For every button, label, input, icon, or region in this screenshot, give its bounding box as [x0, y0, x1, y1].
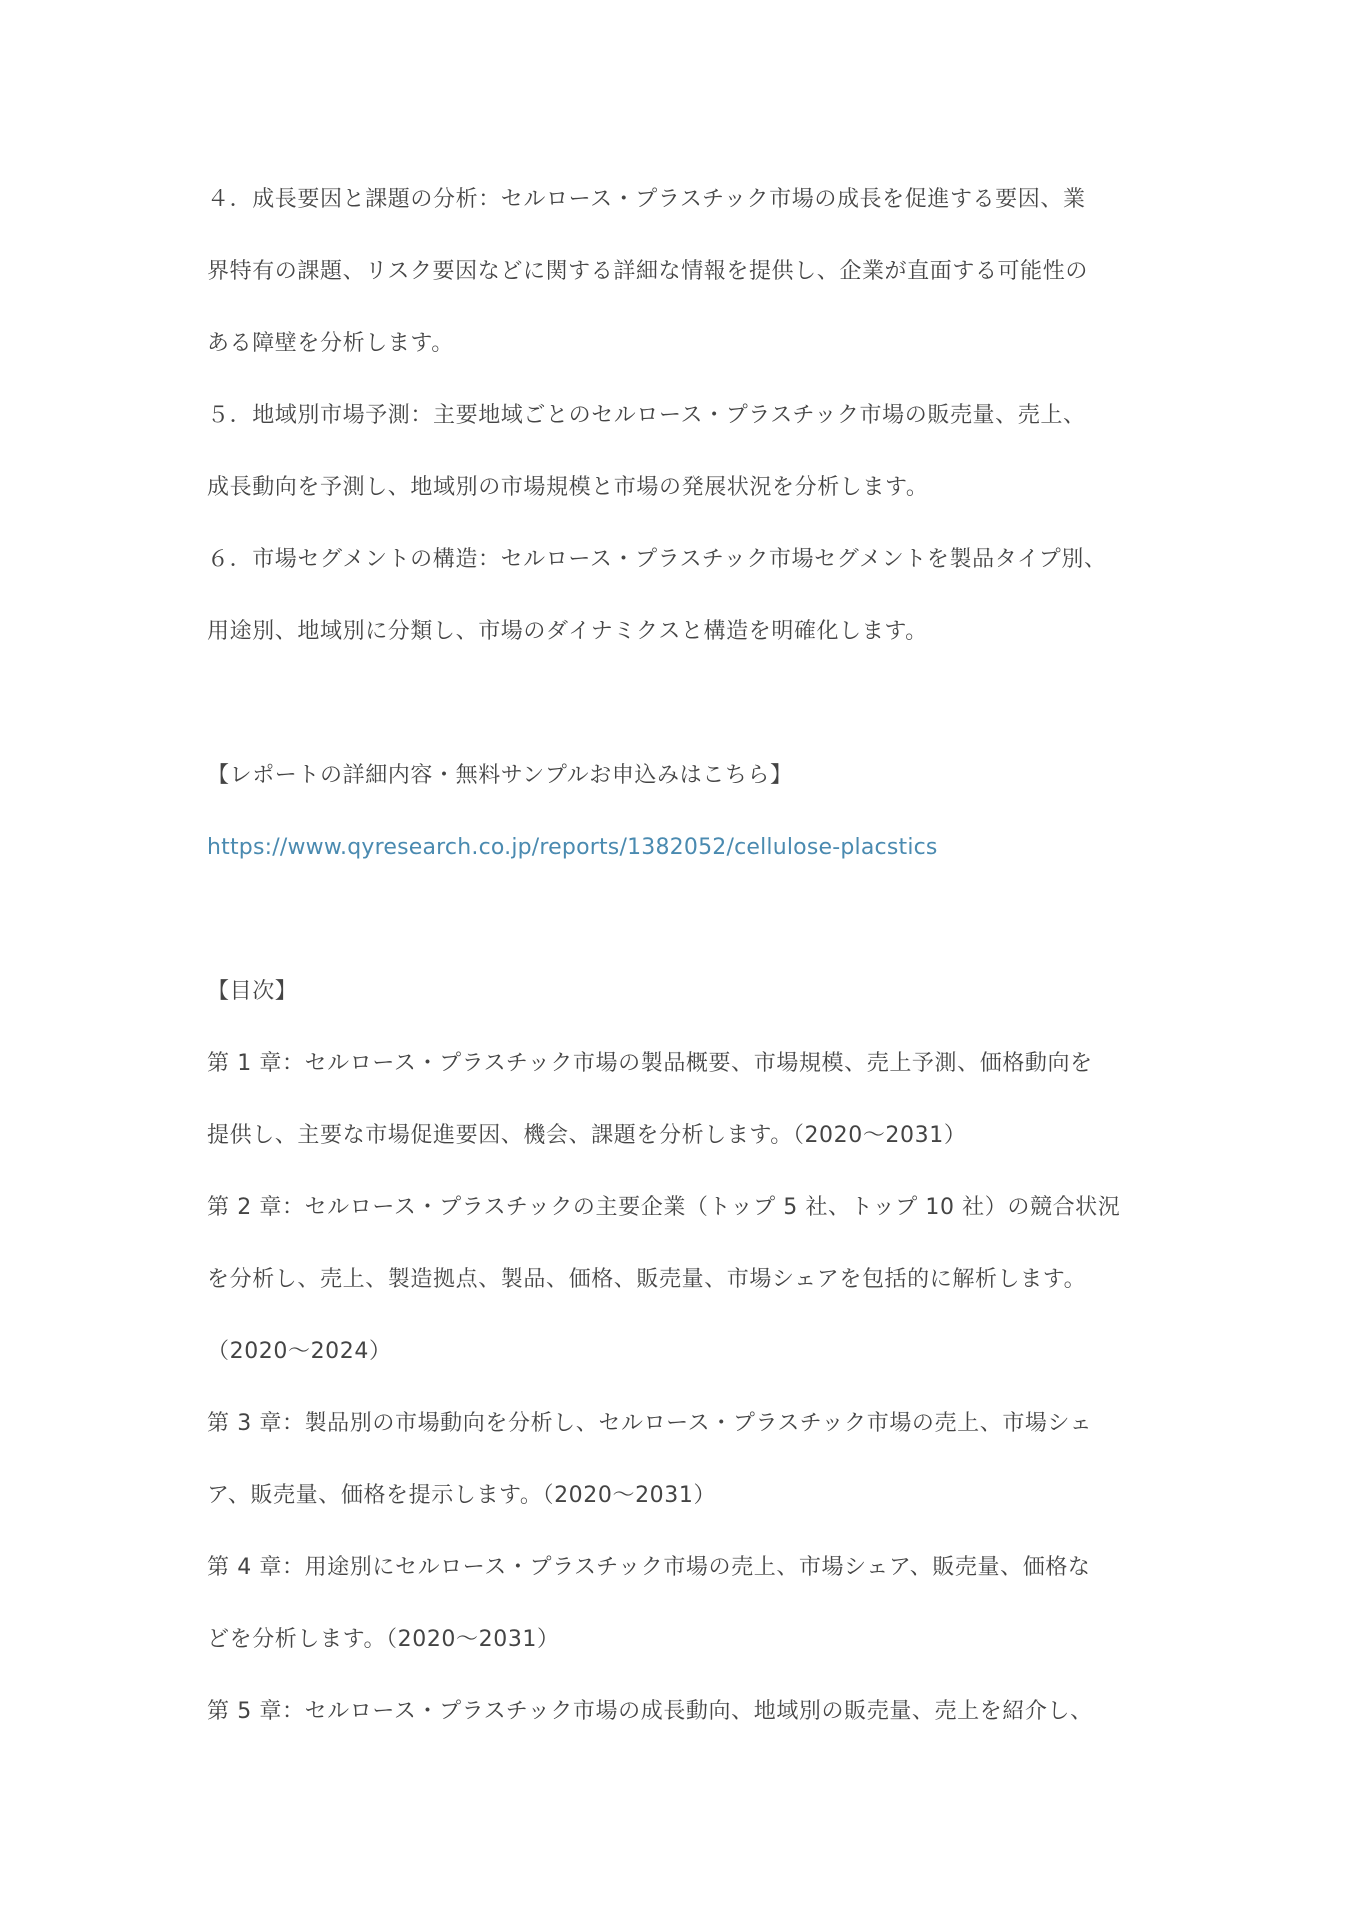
toc-line: （2020～2024） — [207, 1339, 392, 1364]
toc-heading: 【目次】 — [207, 979, 298, 1004]
toc-line: どを分析します。（2020～2031） — [207, 1627, 560, 1652]
paragraph-line: ある障壁を分析します。 — [207, 331, 454, 356]
paragraph-line: ４．成長要因と課題の分析：セルロース・プラスチック市場の成長を促進する要因、業 — [207, 187, 1086, 212]
toc-line: 第 1 章：セルロース・プラスチック市場の製品概要、市場規模、売上予測、価格動向を — [207, 1051, 1093, 1076]
paragraph-line: 成長動向を予測し、地域別の市場規模と市場の発展状況を分析します。 — [207, 475, 929, 500]
toc-line: 第 2 章：セルロース・プラスチックの主要企業（トップ 5 社、トップ 10 社）の競合状況 — [207, 1195, 1121, 1220]
report-detail-heading: 【レポートの詳細内容・無料サンプルお申込みはこちら】 — [207, 763, 793, 788]
paragraph-line: 界特有の課題、リスク要因などに関する詳細な情報を提供し、企業が直面する可能性の — [207, 259, 1088, 284]
paragraph-line: 用途別、地域別に分類し、市場のダイナミクスと構造を明確化します。 — [207, 619, 928, 644]
paragraph-line: ６．市場セグメントの構造：セルロース・プラスチック市場セグメントを製品タイプ別、 — [207, 547, 1107, 572]
toc-line: 第 3 章：製品別の市場動向を分析し、セルロース・プラスチック市場の売上、市場シェ — [207, 1411, 1093, 1436]
toc-line: 第 4 章：用途別にセルロース・プラスチック市場の売上、市場シェア、販売量、価格な — [207, 1555, 1091, 1580]
toc-line: 第 5 章：セルロース・プラスチック市場の成長動向、地域別の販売量、売上を紹介し、 — [207, 1699, 1093, 1724]
paragraph-line: ５．地域別市場予測：主要地域ごとのセルロース・プラスチック市場の販売量、売上、 — [207, 403, 1086, 428]
toc-line: 提供し、主要な市場促進要因、機会、課題を分析します。（2020～2031） — [207, 1123, 967, 1148]
toc-line: を分析し、売上、製造拠点、製品、価格、販売量、市場シェアを包括的に解析します。 — [207, 1267, 1087, 1292]
report-link[interactable]: https://www.qyresearch.co.jp/reports/1382052/cellulose-placstics — [207, 835, 938, 860]
toc-line: ア、販売量、価格を提示します。（2020～2031） — [207, 1483, 717, 1508]
